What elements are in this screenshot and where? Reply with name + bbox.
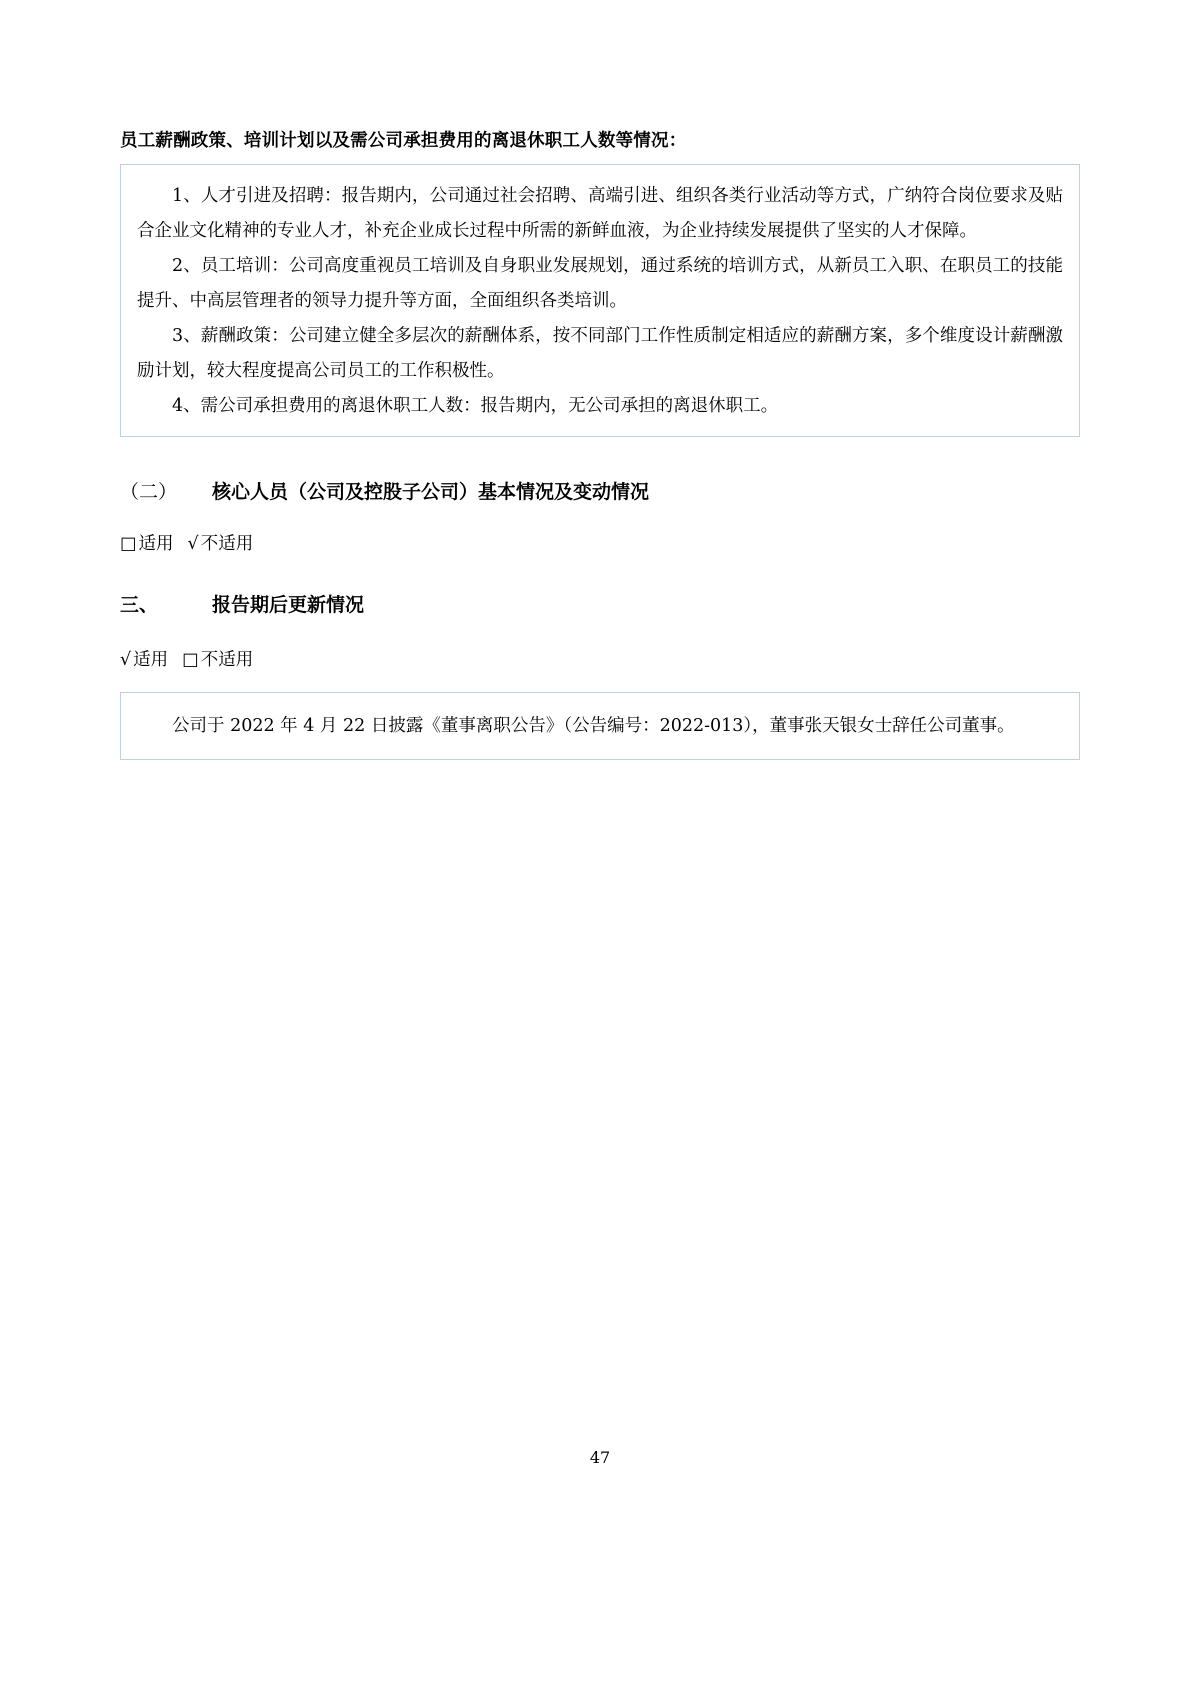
section-three-applicability xyxy=(120,646,1080,674)
policy-paragraph-3: 3、薪酬政策：公司建立健全多层次的薪酬体系，按不同部门工作性质制定相适应的薪酬方案，多个维度设计薪酬激励计划，较大程度提高公司员工的工作积极性。 xyxy=(137,326,1063,382)
post-period-paragraph-1: 公司于 2022 年 4 月 22 日披露《董事离职公告》（公告编号：2022-013），董事张天银女士辞任公司董事。 xyxy=(172,716,1015,737)
policy-paragraph-1: 1、人才引进及招聘：报告期内，公司通过社会招聘、高端引进、组织各类行业活动等方式，广纳符合岗位要求及贴合企业文化精神的专业人才，补充企业成长过程中所需的新鲜血液，为企业持续发展提供了坚实的人才保障。 xyxy=(137,186,1063,242)
checkmark-icon: √ xyxy=(187,533,199,554)
checkmark-icon: √ xyxy=(120,650,132,671)
section-two-marker: （二） xyxy=(120,481,178,504)
page-content xyxy=(120,128,1080,760)
section-three-applicable-option xyxy=(120,646,168,674)
spacer xyxy=(120,674,1080,692)
section-two-applicability xyxy=(120,530,1080,558)
section-two-applicable-option xyxy=(120,530,174,558)
section-three-applicable-label: 适用 xyxy=(133,650,169,671)
checkbox-empty-icon: □ xyxy=(120,533,137,554)
section-two-not-applicable-option xyxy=(188,530,254,558)
checkbox-empty-icon: □ xyxy=(182,650,199,671)
section-three-not-applicable-option xyxy=(182,646,253,674)
section-three-heading xyxy=(120,590,1080,620)
employee-policy-box xyxy=(120,164,1080,437)
section-three-marker: 三、 xyxy=(120,593,159,616)
section-two-heading xyxy=(120,477,1080,507)
policy-paragraph-4: 4、需公司承担费用的离退休职工人数：报告期内，无公司承担的离退休职工。 xyxy=(172,396,779,417)
employee-policy-heading: 员工薪酬政策、培训计划以及需公司承担费用的离退休职工人数等情况： xyxy=(120,131,687,151)
section-two-title: 核心人员（公司及控股子公司）基本情况及变动情况 xyxy=(212,481,650,504)
spacer xyxy=(120,437,1080,477)
post-period-update-box xyxy=(120,692,1080,760)
section-three-title: 报告期后更新情况 xyxy=(212,593,365,616)
spacer xyxy=(120,508,1080,530)
section-two-not-applicable-label: 不适用 xyxy=(200,533,254,554)
section-two-applicable-label: 适用 xyxy=(138,533,174,554)
spacer xyxy=(120,620,1080,646)
page-number: 47 xyxy=(589,1448,611,1467)
section-three-not-applicable-label: 不适用 xyxy=(200,650,254,671)
policy-paragraph-2: 2、员工培训：公司高度重视员工培训及自身职业发展规划，通过系统的培训方式，从新员工入职、在职员工的技能提升、中高层管理者的领导力提升等方面，全面组织各类培训。 xyxy=(137,256,1063,312)
spacer xyxy=(120,558,1080,590)
